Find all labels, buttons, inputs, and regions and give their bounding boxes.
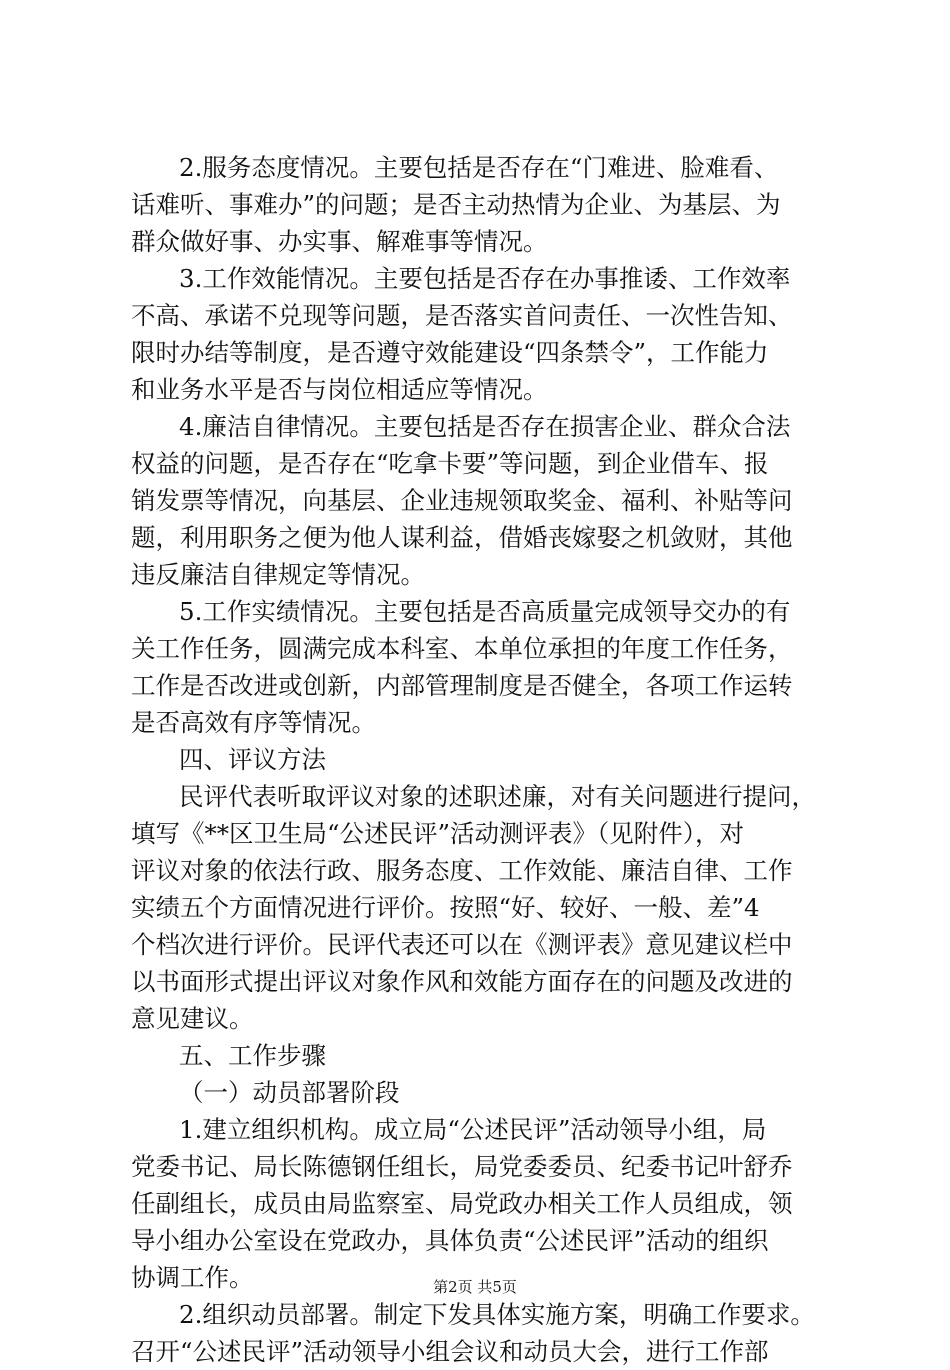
paragraph-line: 评议对象的依法行政、服务态度、工作效能、廉洁自律、工作: [131, 856, 793, 885]
paragraph-line: 协调工作。: [131, 1263, 254, 1292]
paragraph-line: 民评代表听取评议对象的述职述廉，对有关问题进行提问，: [179, 782, 816, 811]
page-number-footer: 第2页 共5页: [433, 1278, 517, 1296]
paragraph-line: 关工作任务，圆满完成本科室、本单位承担的年度工作任务，: [131, 634, 793, 663]
paragraph-line: 工作是否改进或创新，内部管理制度是否健全，各项工作运转: [131, 671, 793, 700]
section-heading: 五、工作步骤: [179, 1041, 326, 1070]
paragraph-line: 3.工作效能情况。主要包括是否存在办事推诿、工作效率: [179, 264, 791, 293]
paragraph-line: 权益的问题，是否存在“吃拿卡要”等问题，到企业借车、报: [131, 449, 769, 478]
paragraph-line: 任副组长，成员由局监察室、局党政办相关工作人员组成，领: [131, 1189, 793, 1218]
paragraph-line: 群众做好事、办实事、解难事等情况。: [131, 227, 548, 256]
paragraph-line: 是否高效有序等情况。: [131, 708, 376, 737]
section-heading: 四、评议方法: [179, 745, 326, 774]
paragraph-line: 违反廉洁自律规定等情况。: [131, 560, 425, 589]
paragraph-line: 1.建立组织机构。成立局“公述民评”活动领导小组，局: [179, 1115, 767, 1144]
paragraph-line: 以书面形式提出评议对象作风和效能方面存在的问题及改进的: [131, 967, 793, 996]
paragraph-line: 导小组办公室设在党政办，具体负责“公述民评”活动的组织: [131, 1226, 769, 1255]
paragraph-line: 填写《**区卫生局“公述民评”活动测评表》（见附件），对: [131, 819, 745, 848]
paragraph-line: 4.廉洁自律情况。主要包括是否存在损害企业、群众合法: [179, 412, 791, 441]
paragraph-line: 2.组织动员部署。制定下发具体实施方案，明确工作要求。: [179, 1300, 815, 1329]
paragraph-line: 5.工作实绩情况。主要包括是否高质量完成领导交办的有: [179, 597, 791, 626]
paragraph-line: 不高、承诺不兑现等问题，是否落实首问责任、一次性告知、: [131, 301, 793, 330]
paragraph-line: 话难听、事难办”的问题；是否主动热情为企业、为基层、为: [131, 190, 781, 219]
paragraph-line: 销发票等情况，向基层、企业违规领取奖金、福利、补贴等问: [131, 486, 793, 515]
paragraph-line: 2.服务态度情况。主要包括是否存在“门难进、脸难看、: [179, 153, 779, 182]
paragraph-line: 题，利用职务之便为他人谋利益，借婚丧嫁娶之机敛财，其他: [131, 523, 793, 552]
paragraph-line: 和业务水平是否与岗位相适应等情况。: [131, 375, 548, 404]
paragraph-line: 个档次进行评价。民评代表还可以在《测评表》意见建议栏中: [131, 930, 793, 959]
paragraph-line: 党委书记、局长陈德钢任组长，局党委委员、纪委书记叶舒乔: [131, 1152, 793, 1181]
paragraph-line: 召开“公述民评”活动领导小组会议和动员大会，进行工作部: [131, 1337, 769, 1366]
paragraph-line: 限时办结等制度，是否遵守效能建设“四条禁令”，工作能力: [131, 338, 769, 367]
subsection-heading: （一）动员部署阶段: [179, 1078, 400, 1107]
paragraph-line: 实绩五个方面情况进行评价。按照“好、较好、一般、差”4: [131, 893, 760, 922]
paragraph-line: 意见建议。: [131, 1004, 254, 1033]
